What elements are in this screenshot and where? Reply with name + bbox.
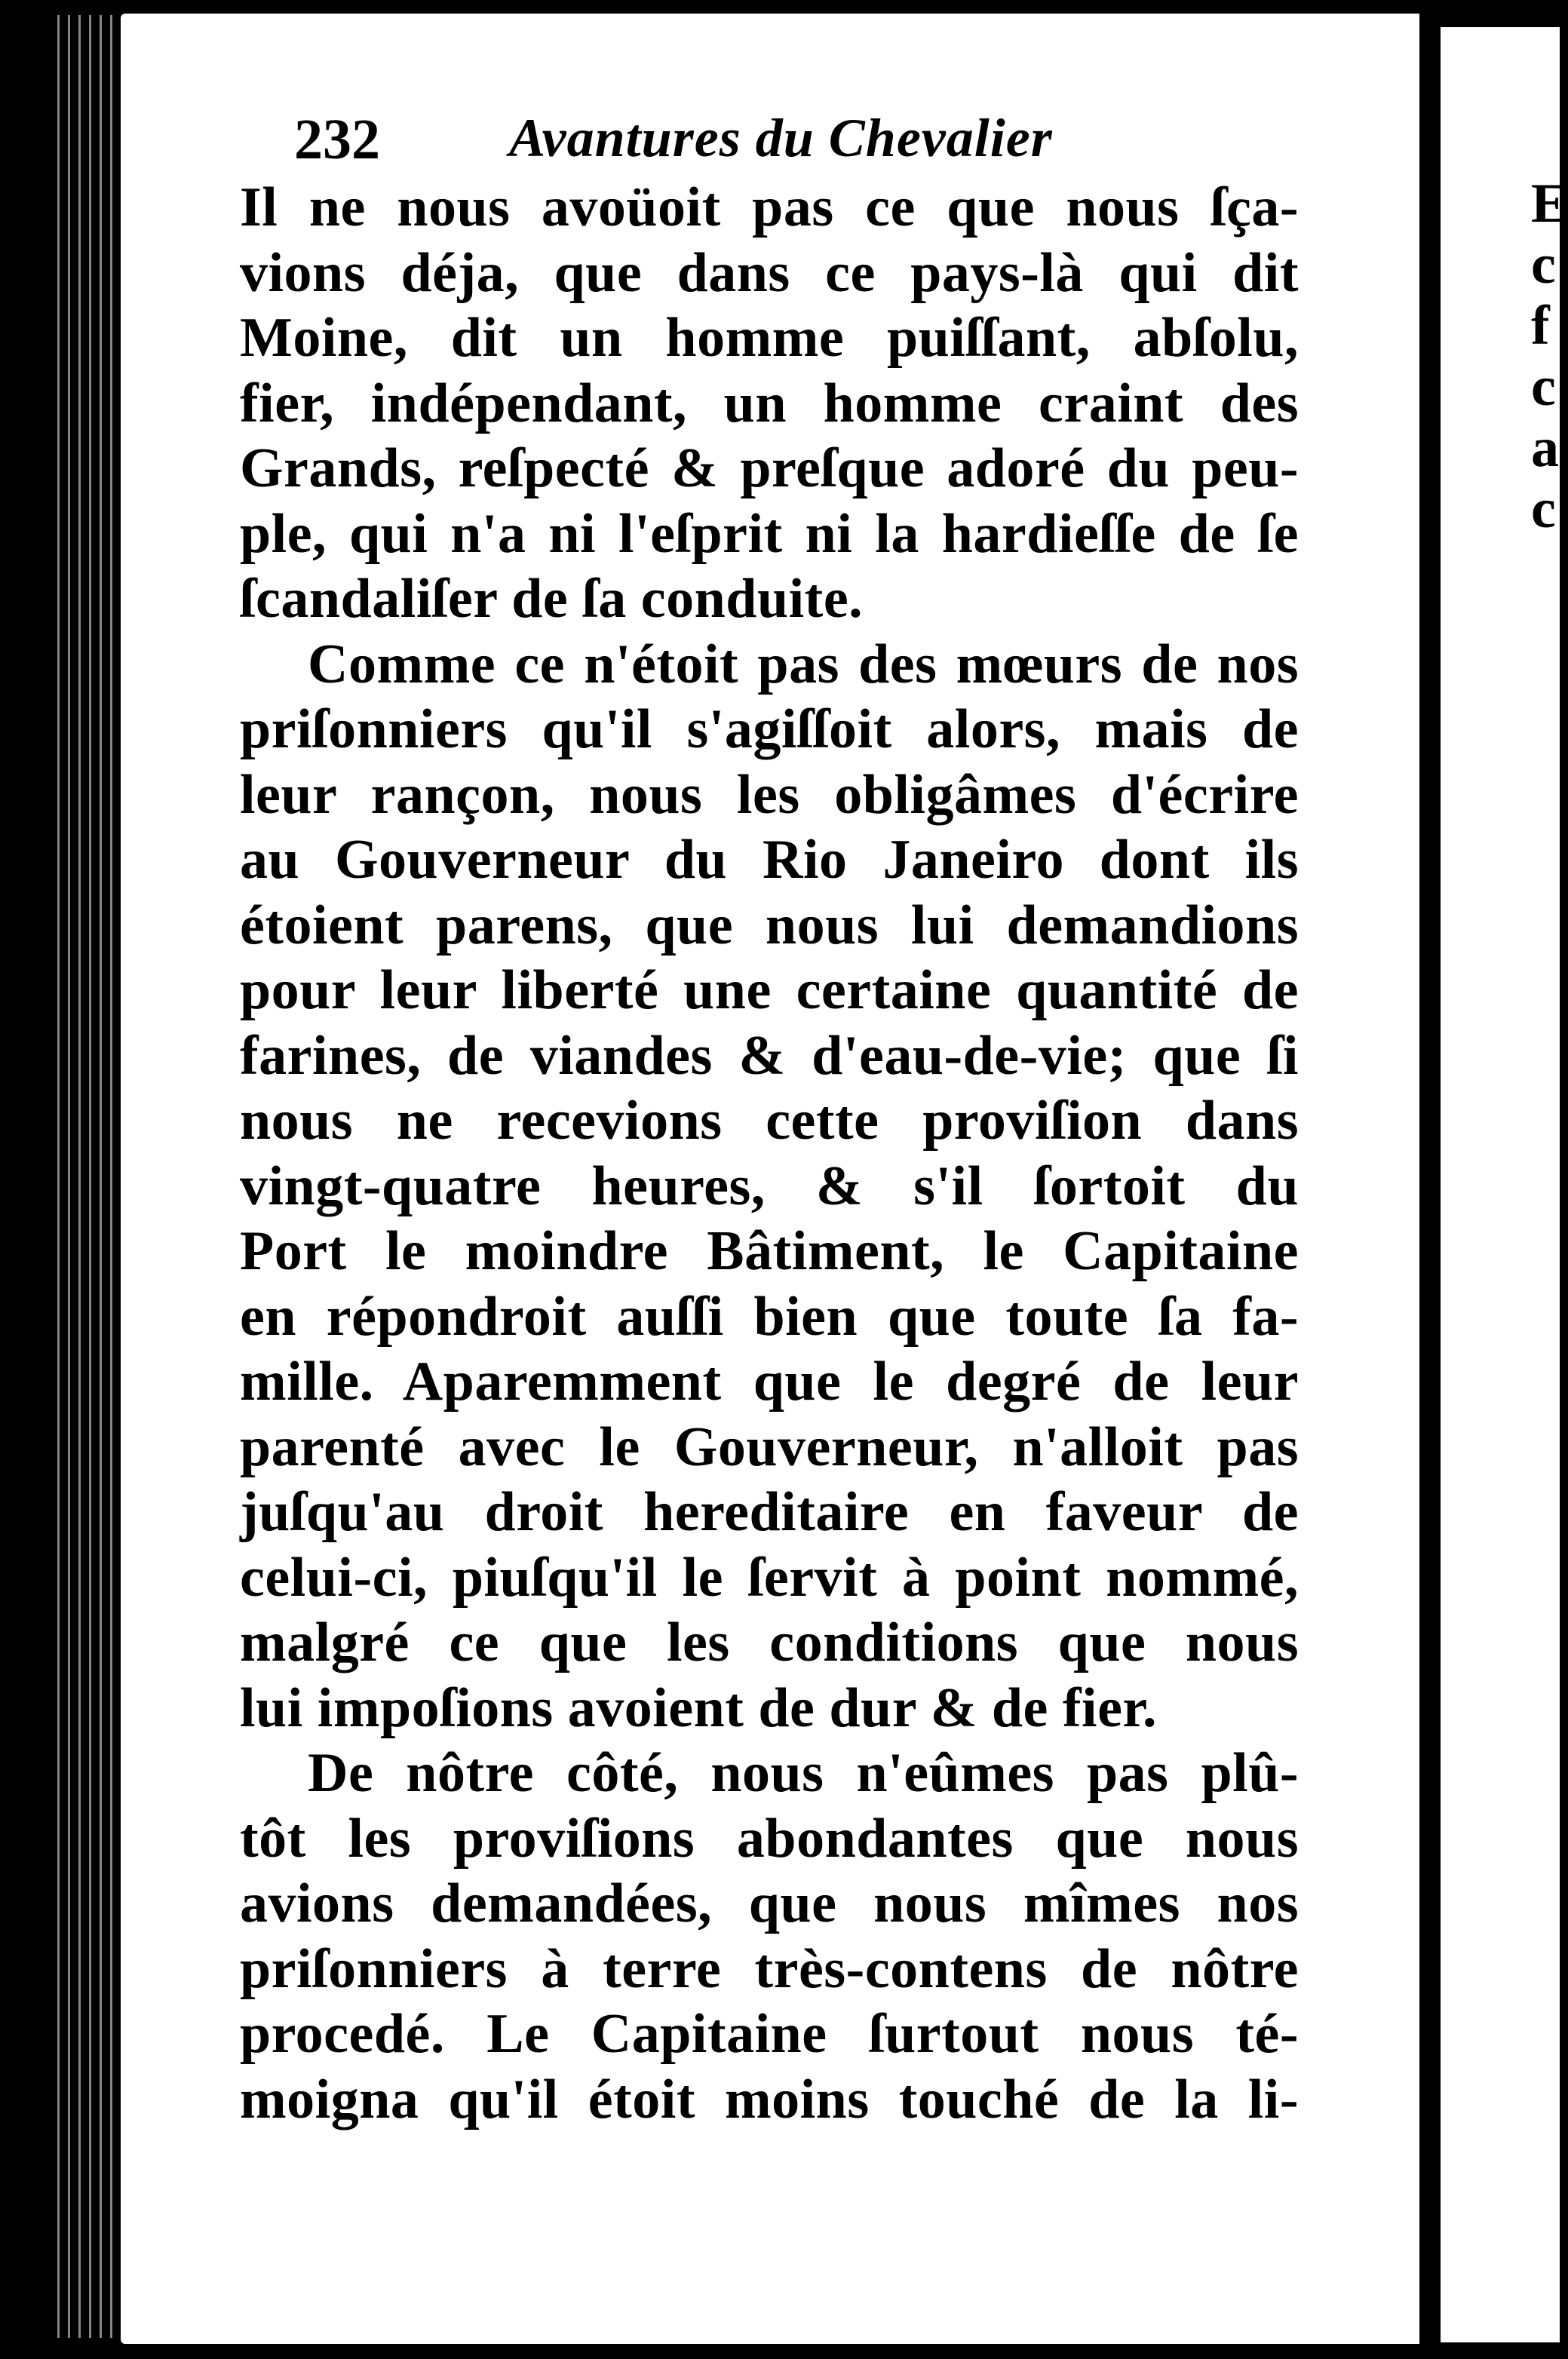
text-line: tôt les proviſions abondantes que nous (240, 1807, 1299, 1870)
facing-fragment: c (1531, 234, 1556, 296)
text-line: Comme ce n'étoit pas des mœurs de nos (308, 633, 1299, 695)
text-line: nous ne recevions cette proviſion dans (240, 1090, 1299, 1152)
text-line: fier, indépendant, un homme craint des (240, 372, 1299, 434)
paragraph-2 (240, 632, 1299, 1741)
stacked-page-edges (53, 15, 121, 2338)
running-title: Avantures du Chevalier (509, 108, 1053, 168)
facing-fragment: c (1531, 478, 1556, 540)
body-text (240, 175, 1299, 2132)
text-line: ple, qui n'a ni l'eſprit ni la hardieſſe de ſe (240, 502, 1299, 565)
text-line: en répondroit auſſi bien que toute ſa fa- (240, 1285, 1299, 1348)
book-binding-gutter (0, 0, 121, 2359)
text-line: Grands, reſpecté & preſque adoré du peu- (240, 437, 1299, 499)
text-line: pour leur liberté une certaine quantité de (240, 959, 1299, 1021)
facing-fragment: c (1531, 356, 1556, 418)
text-line: De nôtre côté, nous n'eûmes pas plû- (308, 1742, 1299, 1804)
text-line: Moine, dit un homme puiſſant, abſolu, (240, 307, 1299, 369)
facing-fragment: f (1531, 295, 1550, 357)
text-line: procedé. Le Capitaine ſurtout nous té- (240, 2003, 1299, 2065)
text-line: vingt-quatre heures, & s'il ſortoit du (240, 1155, 1299, 1217)
running-header (294, 107, 1275, 183)
text-line: priſonniers à terre très-contens de nôtre (240, 1937, 1299, 2000)
text-line: parenté avec le Gouverneur, n'alloit pas (240, 1416, 1299, 1478)
facing-fragment: a (1531, 417, 1559, 479)
text-line: Port le moindre Bâtiment, le Capitaine (240, 1220, 1299, 1282)
text-line: juſqu'au droit hereditaire en faveur de (240, 1481, 1299, 1543)
text-line: mille. Aparemment que le degré de leur (240, 1351, 1299, 1413)
text-line: moigna qu'il étoit moins touché de la li- (240, 2068, 1299, 2130)
text-line: malgré ce que les conditions que nous (240, 1612, 1299, 1673)
facing-fragment: E (1531, 173, 1568, 235)
text-line: au Gouverneur du Rio Janeiro dont ils (240, 829, 1299, 891)
text-line: farines, de viandes & d'eau-de-vie; que ſi (240, 1024, 1299, 1087)
text-line: priſonniers qu'il s'agiſſoit alors, mais de (240, 698, 1299, 760)
text-line: leur rançon, nous les obligâmes d'écrire (240, 763, 1299, 826)
text-line: étoient parens, que nous lui demandions (240, 894, 1299, 956)
text-line: celui-ci, piuſqu'il le ſervit à point nommé, (240, 1546, 1299, 1609)
text-line: Il ne nous avoüoit pas ce que nous ſça- (240, 176, 1299, 238)
paragraph-1 (240, 175, 1299, 632)
page-number: 232 (294, 108, 380, 171)
text-line: ſcandaliſer de ſa conduite. (240, 568, 864, 630)
text-line: vions déja, que dans ce pays-là qui dit (240, 241, 1299, 304)
paragraph-3 (240, 1741, 1299, 2132)
text-line: lui impoſions avoient de dur & de fier. (240, 1676, 1157, 1739)
page-divider (1419, 0, 1441, 2359)
text-line: avions demandées, que nous mîmes nos (240, 1873, 1299, 1934)
facing-page-text-fragments (1531, 173, 1568, 540)
